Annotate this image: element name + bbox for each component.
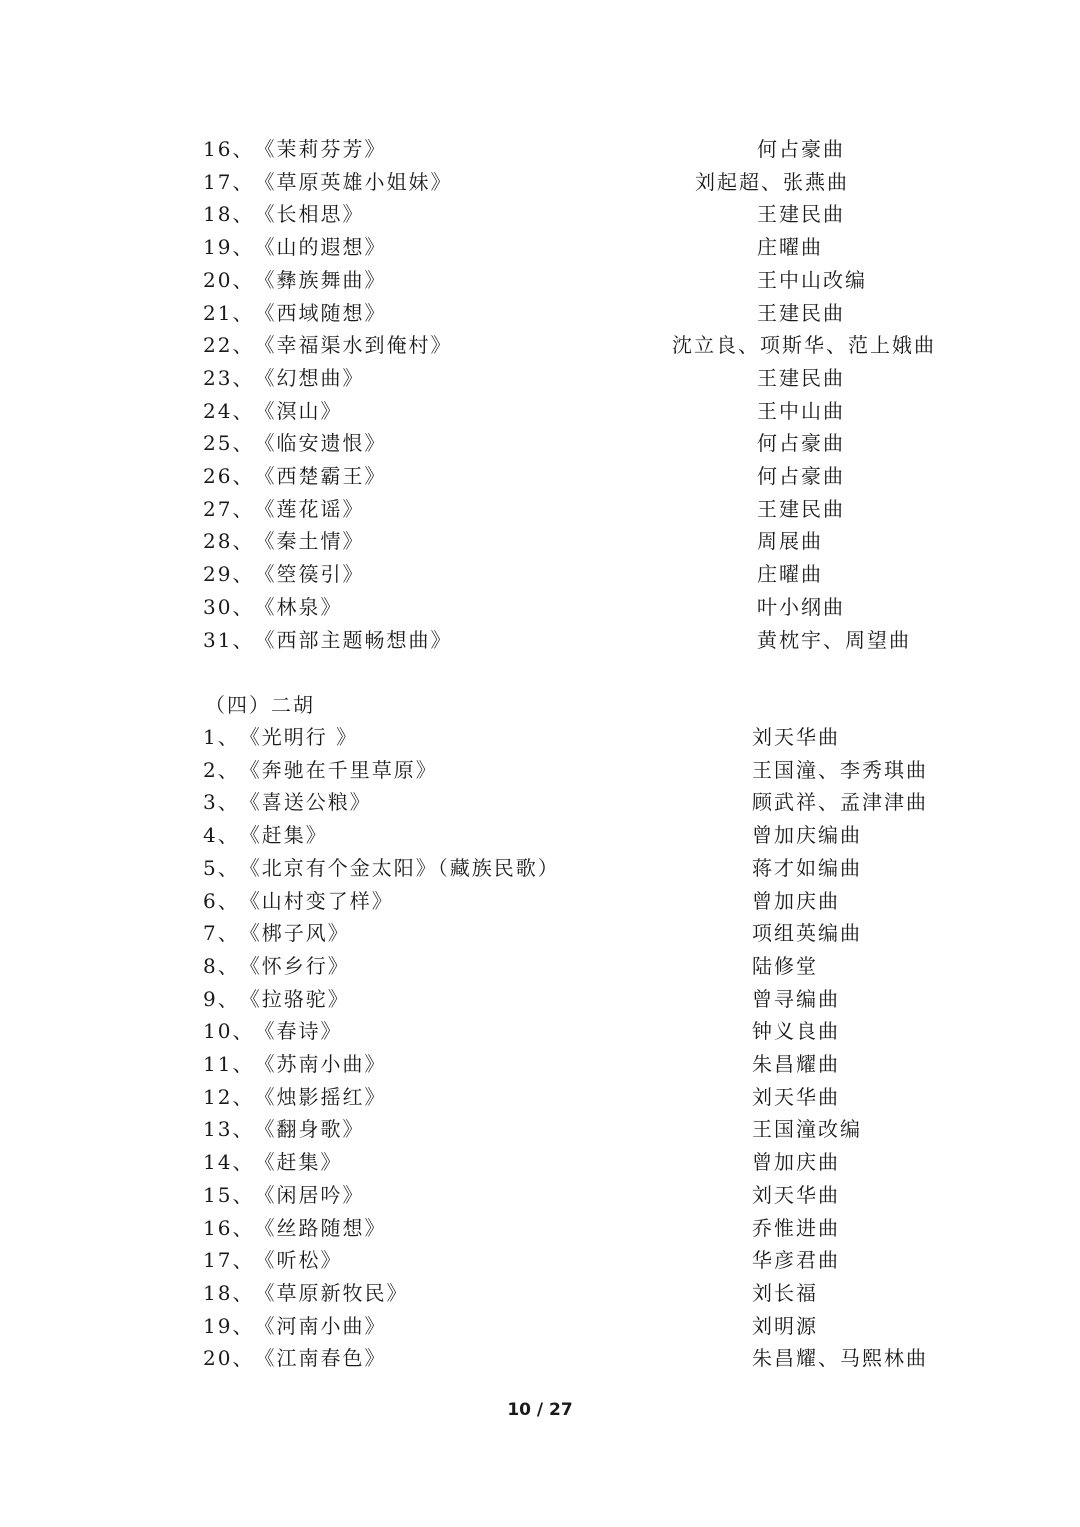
composer-credit: 王建民曲 [757, 202, 845, 227]
composer-credit: 陆修堂 [752, 953, 818, 978]
piece-title: 《光明行 》 [239, 725, 359, 749]
item-number: 14、 [203, 1150, 255, 1175]
composer-credit: 乔惟进曲 [752, 1215, 840, 1240]
composer-credit: 项组英编曲 [752, 921, 862, 946]
piece-title: 《草原英雄小姐妹》 [254, 169, 453, 194]
composer-credit: 王建民曲 [757, 496, 845, 521]
composer-credit: 朱昌耀曲 [752, 1052, 840, 1076]
item-number: 17、 [203, 1248, 255, 1273]
item-number: 8、 [203, 953, 240, 978]
list-item [203, 428, 386, 458]
item-number: 5、 [203, 855, 240, 880]
list-item [203, 1278, 408, 1308]
item-number: 22、 [203, 333, 255, 358]
composer-credit: 曾加庆曲 [752, 1150, 840, 1175]
composer-credit: 王中山改编 [757, 267, 867, 292]
piece-title: 《北京有个金太阳》（藏族民歌） [239, 855, 560, 880]
list-item [203, 951, 350, 981]
list-item [203, 1213, 386, 1243]
item-number: 26、 [203, 464, 255, 488]
piece-title: 《西部主题畅想曲》 [254, 627, 453, 652]
piece-title: 《长相思》 [254, 202, 365, 227]
list-item [203, 526, 364, 556]
piece-title: 《梆子风》 [239, 921, 350, 946]
piece-title: 《闲居吟》 [254, 1182, 365, 1207]
item-number: 16、 [203, 137, 255, 161]
item-number: 16、 [203, 1215, 255, 1240]
composer-credit: 刘起超、张燕曲 [695, 169, 849, 194]
piece-title: 《西楚霸王》 [254, 464, 387, 488]
list-item [203, 1147, 342, 1177]
composer-credit: 曾加庆编曲 [752, 823, 862, 848]
composer-credit: 曾加庆曲 [752, 888, 840, 913]
list-item [203, 625, 452, 655]
piece-title: 《听松》 [254, 1248, 343, 1273]
item-number: 7、 [203, 921, 240, 946]
composer-credit: 王中山曲 [757, 398, 845, 423]
list-item [203, 722, 358, 752]
composer-credit: 刘天华曲 [752, 1182, 840, 1207]
piece-title: 《拉骆驼》 [239, 986, 350, 1011]
page-number: 10 / 27 [507, 1400, 573, 1420]
composer-credit: 沈立良、项斯华、范上娥曲 [672, 333, 936, 358]
item-number: 11、 [203, 1052, 255, 1076]
piece-title: 《苏南小曲》 [254, 1052, 387, 1076]
item-number: 6、 [203, 888, 240, 913]
list-item [203, 1245, 342, 1275]
piece-title: 《幻想曲》 [254, 365, 365, 390]
piece-title: 《彝族舞曲》 [254, 267, 387, 292]
list-item [203, 1114, 364, 1144]
item-number: 27、 [203, 496, 255, 521]
composer-credit: 庄曜曲 [757, 235, 823, 260]
list-item [203, 984, 350, 1014]
composer-credit: 刘长福 [752, 1280, 818, 1305]
item-number: 12、 [203, 1084, 255, 1109]
composer-credit: 周展曲 [757, 529, 823, 554]
item-number: 30、 [203, 594, 255, 619]
piece-title: 《箜篌引》 [254, 562, 365, 587]
list-item [203, 886, 394, 916]
piece-title: 《烛影摇红》 [254, 1084, 387, 1109]
item-number: 3、 [203, 790, 240, 815]
list-item [203, 199, 364, 229]
composer-credit: 王建民曲 [757, 300, 845, 325]
list-item [203, 1016, 342, 1046]
composer-credit: 朱昌耀、马熙林曲 [752, 1346, 928, 1371]
list-item [203, 363, 364, 393]
item-number: 15、 [203, 1182, 255, 1207]
item-number: 13、 [203, 1117, 255, 1142]
section-heading-erhu: （四）二胡 [205, 693, 315, 717]
piece-title: 《秦土情》 [254, 529, 365, 554]
list-item [203, 787, 372, 817]
piece-title: 《江南春色》 [254, 1346, 387, 1371]
composer-credit: 刘明源 [752, 1313, 818, 1338]
list-item [203, 559, 364, 589]
list-item [203, 853, 560, 883]
piece-title: 《西域随想》 [254, 300, 387, 325]
item-number: 9、 [203, 986, 240, 1011]
item-number: 19、 [203, 235, 255, 260]
piece-title: 《茉莉芬芳》 [254, 137, 387, 161]
composer-credit: 黄枕宇、周望曲 [757, 627, 911, 652]
piece-title: 《奔驰在千里草原》 [239, 757, 438, 782]
list-item [203, 1180, 364, 1210]
composer-credit: 蒋才如编曲 [752, 855, 862, 880]
composer-credit: 华彦君曲 [752, 1248, 840, 1273]
piece-title: 《莲花谣》 [254, 496, 365, 521]
list-item [203, 1311, 386, 1341]
list-item [203, 820, 328, 850]
piece-title: 《溟山》 [254, 398, 343, 423]
item-number: 28、 [203, 529, 255, 554]
composer-credit: 王国潼、李秀琪曲 [752, 757, 928, 782]
piece-title: 《临安遗恨》 [254, 431, 387, 456]
item-number: 29、 [203, 562, 255, 587]
composer-credit: 王建民曲 [757, 365, 845, 390]
composer-credit: 曾寻编曲 [752, 986, 840, 1011]
list-item [203, 755, 438, 785]
piece-title: 《翻身歌》 [254, 1117, 365, 1142]
item-number: 18、 [203, 202, 255, 227]
piece-title: 《幸福渠水到俺村》 [254, 333, 453, 358]
item-number: 23、 [203, 365, 255, 390]
composer-credit: 叶小纲曲 [757, 594, 845, 619]
composer-credit: 何占豪曲 [757, 431, 845, 456]
piece-title: 《赶集》 [239, 823, 328, 848]
composer-credit: 刘天华曲 [752, 725, 840, 749]
list-item [203, 330, 452, 360]
list-item [203, 396, 342, 426]
item-number: 21、 [203, 300, 255, 325]
piece-title: 《山的遐想》 [254, 235, 387, 260]
piece-title: 《怀乡行》 [239, 953, 350, 978]
item-number: 20、 [203, 1346, 255, 1371]
list-item [203, 461, 386, 491]
item-number: 20、 [203, 267, 255, 292]
item-number: 19、 [203, 1313, 255, 1338]
piece-title: 《春诗》 [254, 1019, 343, 1044]
item-number: 17、 [203, 169, 255, 194]
list-item [203, 1049, 386, 1079]
list-item [203, 1343, 386, 1373]
composer-credit: 何占豪曲 [757, 137, 845, 161]
list-item [203, 167, 452, 197]
item-number: 31、 [203, 627, 255, 652]
list-item [203, 494, 364, 524]
piece-title: 《丝路随想》 [254, 1215, 387, 1240]
item-number: 2、 [203, 757, 240, 782]
item-number: 4、 [203, 823, 240, 848]
composer-credit: 何占豪曲 [757, 464, 845, 488]
piece-title: 《山村变了样》 [239, 888, 394, 913]
composer-credit: 刘天华曲 [752, 1084, 840, 1109]
list-item [203, 134, 386, 164]
piece-title: 《喜送公粮》 [239, 790, 372, 815]
piece-title: 《河南小曲》 [254, 1313, 387, 1338]
list-item [203, 592, 342, 622]
list-item [203, 298, 386, 328]
composer-credit: 王国潼改编 [752, 1117, 862, 1142]
composer-credit: 顾武祥、孟津津曲 [752, 790, 928, 815]
item-number: 1、 [203, 725, 240, 749]
piece-title: 《草原新牧民》 [254, 1280, 409, 1305]
list-item [203, 918, 350, 948]
piece-title: 《赶集》 [254, 1150, 343, 1175]
list-item [203, 232, 386, 262]
item-number: 25、 [203, 431, 255, 456]
composer-credit: 庄曜曲 [757, 562, 823, 587]
list-item [203, 265, 386, 295]
composer-credit: 钟义良曲 [752, 1019, 840, 1044]
list-item [203, 1082, 386, 1112]
piece-title: 《林泉》 [254, 594, 343, 619]
item-number: 18、 [203, 1280, 255, 1305]
item-number: 10、 [203, 1019, 255, 1044]
item-number: 24、 [203, 398, 255, 423]
